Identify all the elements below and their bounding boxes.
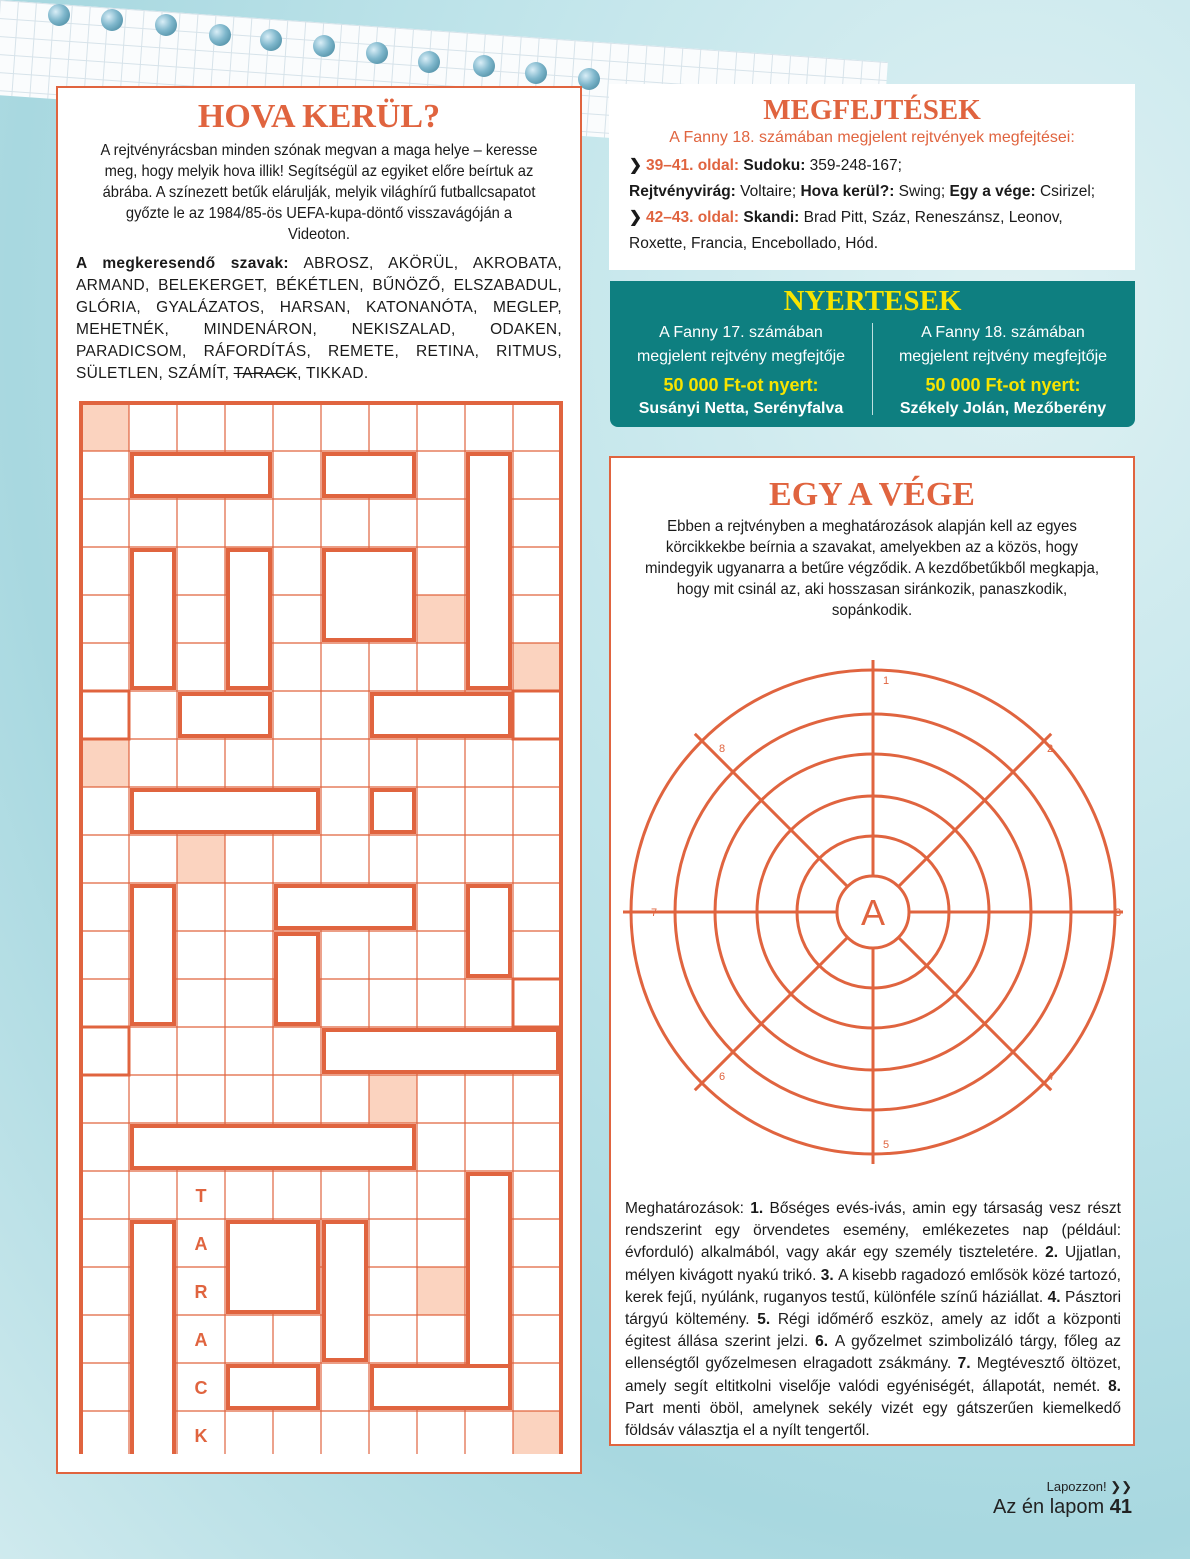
edge-notch bbox=[513, 979, 561, 1027]
blocked-area bbox=[372, 790, 414, 832]
page-number: 41 bbox=[1109, 1496, 1132, 1518]
megfejtesek-subtitle: A Fanny 18. számában megjelent rejtvények megfejtései: bbox=[669, 129, 1075, 146]
definitions bbox=[625, 1198, 1121, 1442]
blocked-area bbox=[132, 1222, 174, 1454]
puzzle-name: Rejtvényvirág: bbox=[629, 183, 736, 200]
edge-notch bbox=[81, 691, 129, 739]
binder-hole-decoration bbox=[48, 4, 70, 26]
blocked-area bbox=[276, 886, 414, 928]
puzzle-name: Egy a vége: bbox=[949, 183, 1036, 200]
winner-desc: megjelent rejtvény megfejtője bbox=[636, 348, 846, 365]
blocked-area bbox=[180, 694, 270, 736]
blocked-area bbox=[132, 454, 270, 496]
wheel-spoke bbox=[695, 937, 848, 1090]
megfejtesek-title: MEGFEJTÉSEK bbox=[763, 94, 981, 126]
highlighted-cell[interactable] bbox=[513, 1411, 561, 1454]
blocked-area bbox=[468, 886, 510, 976]
winner-divider bbox=[872, 323, 873, 415]
winner-name: Susányi Netta, Serényfalva bbox=[638, 400, 844, 417]
center-letter: A bbox=[860, 892, 886, 933]
word-list-items-end: , TIKKAD. bbox=[297, 365, 369, 382]
spoke-number: 7 bbox=[651, 907, 658, 919]
blocked-area bbox=[276, 934, 318, 1024]
blocked-area bbox=[132, 1126, 414, 1168]
prefilled-letter: R bbox=[194, 1282, 208, 1302]
blocked-area bbox=[324, 550, 414, 640]
solution-line bbox=[629, 179, 1115, 205]
prefilled-letter: C bbox=[194, 1378, 208, 1398]
prefilled-letter: T bbox=[195, 1186, 207, 1206]
binder-hole-decoration bbox=[418, 51, 440, 73]
spoke-number: 4 bbox=[1047, 1071, 1054, 1084]
definition-text: Ujjatlan, mélyen kivágott nyakú trikó. bbox=[625, 1244, 1121, 1284]
binder-hole-decoration bbox=[260, 29, 282, 51]
circular-puzzle-wheel[interactable] bbox=[623, 648, 1123, 1178]
edge-notch bbox=[513, 691, 561, 739]
binder-hole-decoration bbox=[313, 35, 335, 57]
puzzle-name: Skandi: bbox=[743, 209, 800, 226]
megfejtesek-panel bbox=[609, 84, 1135, 270]
definition-text: Pásztori tárgyú költemény. bbox=[625, 1288, 1122, 1329]
solution-line bbox=[629, 205, 1115, 257]
binder-hole-decoration bbox=[473, 55, 495, 77]
definition-number: 2. bbox=[1045, 1244, 1065, 1262]
winner-name: Székely Jolán, Mezőberény bbox=[899, 400, 1107, 417]
solution-value: 359-248-167; bbox=[809, 157, 902, 174]
blocked-area bbox=[324, 1030, 558, 1072]
highlighted-cell[interactable] bbox=[513, 643, 561, 691]
crossword-grid[interactable] bbox=[76, 398, 566, 1454]
binder-hole-decoration bbox=[101, 9, 123, 31]
winner-prize: 50 000 Ft-ot nyert: bbox=[925, 375, 1081, 395]
wheel-spoke bbox=[695, 734, 848, 887]
binder-hole-decoration bbox=[155, 14, 177, 36]
puzzle-name: Sudoku: bbox=[743, 157, 806, 174]
word-list-label: A megkeresendő szavak: bbox=[76, 255, 289, 272]
prefilled-letter: K bbox=[194, 1426, 208, 1446]
highlighted-cell[interactable] bbox=[417, 1267, 465, 1315]
definition-number: 8. bbox=[1108, 1377, 1121, 1395]
definition-text: A kisebb ragadozó emlősök közé tartozó, kerek fejű, nyúlánk, ruganyos testű, különféle színű háziállat. bbox=[625, 1266, 1121, 1306]
solution-value: Swing; bbox=[898, 183, 946, 200]
definition-number: 1. bbox=[750, 1200, 770, 1217]
spoke-number: 5 bbox=[883, 1139, 890, 1151]
blocked-area bbox=[324, 1222, 366, 1360]
nyertesek-title: NYERTESEK bbox=[783, 285, 962, 317]
definition-text: Megtévesztő öltözet, amely segít eltitkolni viselője valódi egyéniségét, állapotát, nemét. bbox=[625, 1355, 1121, 1395]
blocked-area bbox=[132, 886, 174, 1024]
hova-kerul-panel bbox=[56, 86, 582, 1474]
blocked-area bbox=[228, 550, 270, 688]
binder-hole-decoration bbox=[525, 62, 547, 84]
definition-number: 4. bbox=[1047, 1288, 1066, 1306]
spoke-number: 3 bbox=[1115, 907, 1122, 919]
blocked-area bbox=[132, 790, 318, 832]
highlighted-cell[interactable] bbox=[177, 835, 225, 883]
next-page-hint: Lapozzon! ❯❯ bbox=[1046, 1479, 1132, 1494]
spoke-number: 6 bbox=[718, 1071, 726, 1084]
definition-number: 7. bbox=[957, 1355, 977, 1373]
winner-desc: megjelent rejtvény megfejtője bbox=[898, 348, 1108, 365]
definitions-label: Meghatározások: bbox=[625, 1200, 751, 1217]
page-footer bbox=[993, 1496, 1132, 1519]
wheel-spoke bbox=[898, 937, 1054, 1090]
magazine-name: Az én lapom bbox=[993, 1496, 1105, 1518]
binder-hole-decoration bbox=[209, 24, 231, 46]
solution-value: Csirizel; bbox=[1039, 183, 1096, 200]
winner-prize: 50 000 Ft-ot nyert: bbox=[663, 375, 819, 395]
wheel-spoke bbox=[898, 734, 1054, 887]
puzzle-name: Hova kerül?: bbox=[800, 183, 895, 200]
highlighted-cell[interactable] bbox=[369, 1075, 417, 1123]
chevron-right-icon: ❯ bbox=[629, 157, 642, 174]
nyertesek-panel bbox=[610, 281, 1135, 427]
binder-hole-decoration bbox=[366, 42, 388, 64]
solution-line bbox=[629, 153, 1115, 179]
chevron-right-icon: ❯ bbox=[629, 209, 642, 226]
egy-a-vege-panel bbox=[609, 456, 1135, 1446]
definition-text: Régi időmérő eszköz, amely az időt a központi égitest állása szerint jelzi. bbox=[625, 1311, 1121, 1351]
blocked-area bbox=[372, 1366, 510, 1408]
egy-a-vege-intro: Ebben a rejtvényben a meghatározások alapján kell az egyes körcikkekbe beírnia a szavakat, amelyekben az a közös, hogy mindegyik ugyanarra a betűre végződik. A kezdőbetűkből megkapja, hogy mit csinál az, aki hosszasan siránkozik, panaszkodik, sopánkodik. bbox=[645, 518, 1099, 619]
definition-text: Part menti öböl, amelynek sekély vizét egy gátszerűen kiemelkedő földsáv választja el a nyílt tengertől. bbox=[625, 1399, 1121, 1440]
solution-value: Voltaire; bbox=[740, 183, 797, 200]
egy-a-vege-title: EGY A VÉGE bbox=[769, 476, 975, 513]
spoke-number: 2 bbox=[1047, 742, 1054, 755]
highlighted-cell[interactable] bbox=[417, 595, 465, 643]
blocked-area bbox=[228, 1366, 318, 1408]
definition-number: 5. bbox=[757, 1311, 778, 1329]
page-range: 42–43. oldal: bbox=[646, 209, 740, 226]
highlighted-cell[interactable] bbox=[81, 739, 129, 787]
edge-notch bbox=[81, 1027, 129, 1075]
blocked-area bbox=[372, 694, 510, 736]
winner-issue: A Fanny 17. számában bbox=[659, 324, 823, 341]
blocked-area bbox=[324, 454, 414, 496]
blocked-area bbox=[228, 1222, 318, 1312]
word-list-items: ABROSZ, AKÖRÜL, AKROBATA, ARMAND, BELEKERGET, BÉKÉTLEN, BŰNÖZŐ, ELSZABADUL, GLÓRIA, GYALÁZATOS, HARSAN, KATONANÓTA, MEGLEP, MEHETNÉK, MINDENÁRON, NEKISZALAD, ODAKEN, PARADICSOM, RÁFORDÍTÁS, REMETE, RETINA, RITMUS, SÜLETLEN, SZÁMÍT, bbox=[76, 255, 562, 382]
prefilled-letter: A bbox=[194, 1330, 208, 1350]
word-list bbox=[76, 253, 562, 385]
blocked-area bbox=[132, 550, 174, 688]
word-list-prefilled-word: TARACK bbox=[233, 365, 298, 382]
solution-value: Brad Pitt, Száz, Reneszánsz, Leonov, Roxette, Francia, Encebollado, Hód. bbox=[629, 209, 1063, 252]
winner-issue: A Fanny 18. számában bbox=[921, 324, 1085, 341]
hova-kerul-title: HOVA KERÜL? bbox=[197, 98, 441, 135]
spoke-number: 1 bbox=[883, 675, 890, 687]
winner-right bbox=[878, 321, 1128, 421]
definition-text: Bőséges evés-ivás, amin egy társaság vesz részt rendszerint egy örvendetes esemény, emlékezetes nap (például: évforduló) alkalmából, vagy akár egy személy tiszteletére. bbox=[625, 1200, 1121, 1262]
hova-kerul-intro: A rejtvényrácsban minden szónak megvan a maga helye – keresse meg, hogy melyik hova illik! Segítségül az egyiket előre beírtuk az ábrába. A színezett betűk elárulják, melyik világhírű futballcsapatot győzte le az 1984/85-ös UEFA-kupa-döntő visszavágóján a Videoton. bbox=[100, 142, 538, 243]
definition-text: A győzelmet szimbolizáló tárgy, főleg az ellenségtől győzelmesen elragadott zsákmány. bbox=[625, 1333, 1122, 1373]
highlighted-cell[interactable] bbox=[81, 403, 129, 451]
page-range: 39–41. oldal: bbox=[646, 157, 740, 174]
definition-number: 3. bbox=[820, 1266, 839, 1284]
spoke-number: 8 bbox=[718, 742, 726, 755]
prefilled-letter: A bbox=[194, 1234, 208, 1254]
megfejtesek-body bbox=[629, 153, 1115, 257]
winner-left bbox=[616, 321, 866, 421]
definition-number: 6. bbox=[815, 1333, 835, 1351]
blocked-area bbox=[468, 454, 510, 688]
